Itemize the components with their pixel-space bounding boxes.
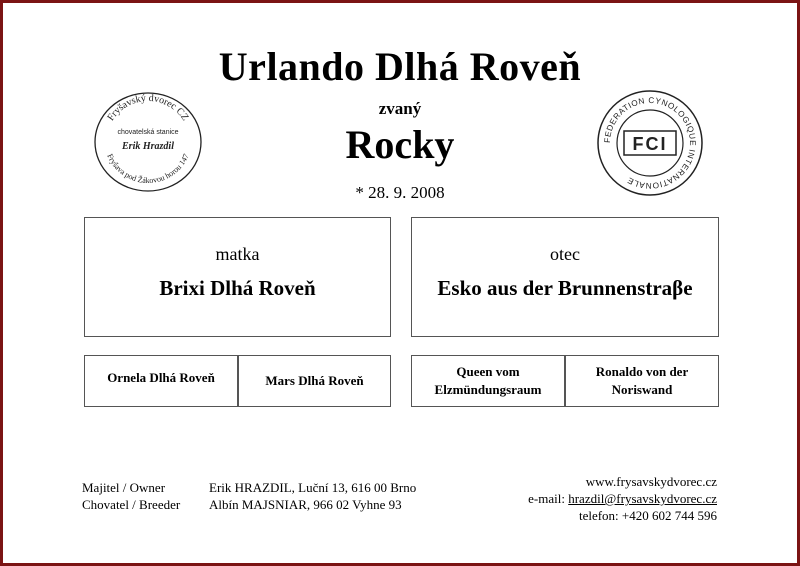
contact-info <box>528 473 717 524</box>
father-box <box>411 217 719 337</box>
owner-label: Majitel / Owner <box>82 480 166 495</box>
called-label: zvaný <box>378 99 422 118</box>
fci-ring-text: FEDERATION CYNOLOGIQUE INTERNATIONALE <box>602 95 698 191</box>
website-text[interactable]: www.frysavskydvorec.cz <box>585 474 717 489</box>
stamp-line-2: Erik Hrazdil <box>122 141 174 152</box>
breeder-value: Albín MAJSNIAR, 966 02 Vyhne 93 <box>209 497 402 512</box>
maternal-grandfather-name: Mars Dlhá Roveň <box>265 373 364 388</box>
fci-center-text: FCI <box>632 134 668 154</box>
email-label: e-mail: <box>528 491 569 506</box>
paternal-grandfather-box <box>565 355 719 407</box>
email-link[interactable]: hrazdil@frysavskydvorec.cz <box>568 491 717 506</box>
father-name: Esko aus der Brunnenstraβe <box>437 276 693 300</box>
dog-nickname: Rocky <box>345 122 455 167</box>
mother-name: Brixi Dlhá Roveň <box>159 276 316 300</box>
phone-text: telefon: +420 602 744 596 <box>578 508 717 523</box>
mother-box <box>84 217 391 337</box>
stamp-top-text: Fryšavský dvorec CZ <box>105 92 191 123</box>
maternal-grandmother-box <box>84 355 238 407</box>
birth-date: * 28. 9. 2008 <box>355 183 445 202</box>
paternal-grandmother-name: Queen vom Elzmündungsraum <box>434 364 542 397</box>
father-role: otec <box>550 244 580 264</box>
breeder-row <box>82 496 416 513</box>
paternal-grandmother-box <box>411 355 565 407</box>
stamp-bottom-text: Fryšava pod Žákovou horou 147 <box>105 152 191 186</box>
owner-breeder-info <box>82 479 416 513</box>
maternal-grandmother-name: Ornela Dlhá Roveň <box>107 370 215 385</box>
dog-name: Urlando Dlhá Roveň <box>218 44 582 89</box>
breeder-label: Chovatel / Breeder <box>82 497 181 512</box>
email-row <box>528 490 717 507</box>
owner-row <box>82 479 416 496</box>
maternal-grandfather-box <box>238 355 391 407</box>
stamp-line-1: chovatelská stanice <box>117 129 179 136</box>
paternal-grandfather-name: Ronaldo von der Noriswand <box>595 364 689 397</box>
owner-value: Erik HRAZDIL, Luční 13, 616 00 Brno <box>209 480 417 495</box>
mother-role: matka <box>215 244 260 264</box>
pedigree-sheet <box>3 3 797 563</box>
